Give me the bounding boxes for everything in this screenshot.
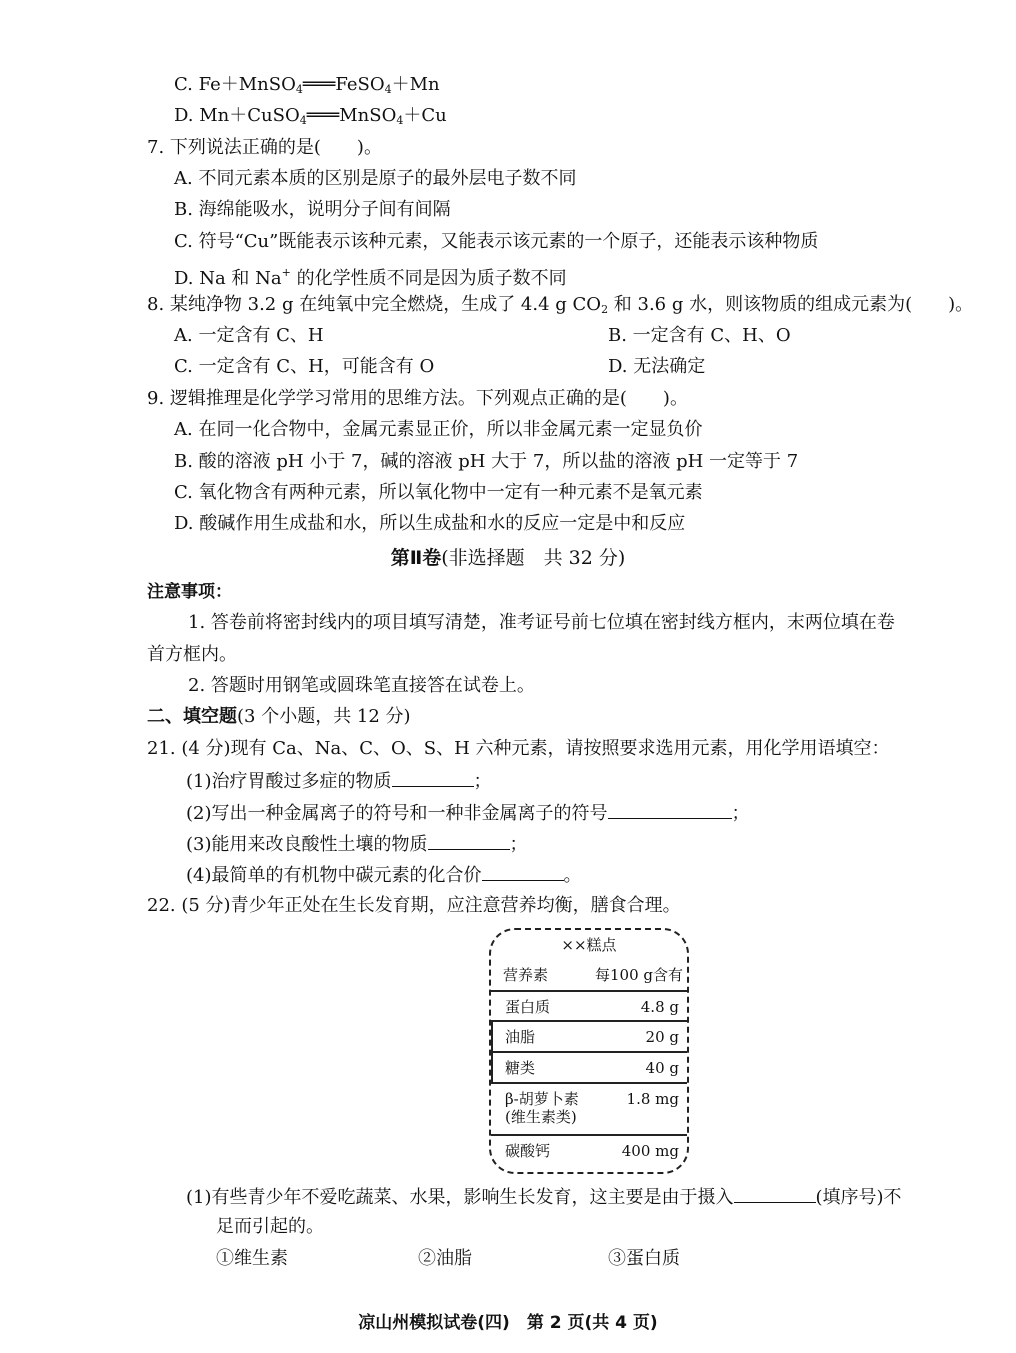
q7-option-d: D. Na 和 Na+ 的化学性质不同是因为质子数不同 — [174, 266, 567, 289]
q21-stem: 21. (4 分)现有 Ca、Na、C、O、S、H 六种元素，请按照要求选用元素，用化学用语填空： — [147, 738, 890, 759]
q7-option-c: C. 符号“Cu”既能表示该种元素，又能表示该元素的一个原子，还能表示该种物质 — [174, 231, 819, 252]
nutrition-row: 糖类 40 g — [491, 1051, 687, 1084]
q9-option-a: A. 在同一化合物中，金属元素显正价，所以非金属元素一定显负价 — [174, 419, 703, 440]
q9-option-b: B. 酸的溶液 pH 小于 7，碱的溶液 pH 大于 7，所以盐的溶液 pH 一定等于 7 — [174, 451, 799, 472]
q22-stem: 22. (5 分)青少年正处在生长发育期，应注意营养均衡，膳食合理。 — [147, 895, 681, 916]
q7-option-a: A. 不同元素本质的区别是原子的最外层电子数不同 — [174, 168, 577, 189]
notice-1-cont: 首方框内。 — [147, 644, 237, 665]
q21-part-4: (4)最简单的有机物中碳元素的化合价 。 — [186, 862, 582, 888]
q22-part-1: (1)有些青少年不爱吃蔬菜、水果，影响生长发育，这主要是由于摄入 (填序号)不 — [186, 1184, 902, 1210]
answer-blank[interactable] — [392, 768, 474, 787]
answer-blank[interactable] — [608, 800, 732, 819]
q7-option-b: B. 海绵能吸水，说明分子间有间隔 — [174, 199, 451, 220]
nutrition-row: β-胡萝卜素 (维生素类) 1.8 mg — [491, 1082, 687, 1136]
q21-part-2: (2)写出一种金属离子的符号和一种非金属离子的符号 ； — [186, 800, 750, 826]
q9-option-c: C. 氧化物含有两种元素，所以氧化物中一定有一种元素不是氧元素 — [174, 482, 703, 503]
notice-title: 注意事项： — [147, 582, 232, 602]
q8-stem: 8. 某纯净物 3.2 g 在纯氧中完全燃烧，生成了 4.4 g $CO_2$ 和 3.6 g 水，则该物质的组成元素为( )。 — [147, 294, 974, 316]
page-footer: 凉山州模拟试卷(四) 第 2 页(共 4 页) — [358, 1313, 658, 1333]
q9-option-d: D. 酸碱作用生成盐和水，所以生成盐和水的反应一定是中和反应 — [174, 513, 686, 534]
notice-1: 1. 答卷前将密封线内的项目填写清楚，准考证号前七位填在密封线方框内，末两位填在卷 — [188, 612, 895, 633]
q21-part-1: (1)治疗胃酸过多症的物质 ； — [186, 768, 492, 794]
nutrition-label — [489, 928, 689, 1174]
answer-blank[interactable] — [428, 831, 510, 850]
q6-option-d: D. Mn＋CuSO$_4$═══MnSO$_4$＋Cu — [174, 105, 447, 127]
q22-option-1: ①维生素 — [216, 1248, 288, 1269]
nutrition-label-header: 营养素 每100 g含有 — [503, 966, 683, 984]
nutrition-row: 蛋白质 4.8 g — [491, 990, 687, 1022]
notice-2: 2. 答题时用钢笔或圆珠笔直接答在试卷上。 — [188, 675, 535, 696]
nutrition-row: 碳酸钙 400 mg — [491, 1134, 687, 1172]
q21-part-3: (3)能用来改良酸性土壤的物质 ； — [186, 831, 528, 857]
answer-blank[interactable] — [482, 862, 564, 881]
q22-option-2: ②油脂 — [418, 1248, 472, 1269]
q8-option-c: C. 一定含有 C、H，可能含有 O — [174, 356, 435, 377]
q8-option-b: B. 一定含有 C、H、O — [608, 325, 791, 346]
fill-blank-section-title: 二、填空题(3 个小题，共 12 分) — [147, 706, 411, 727]
q8-option-d: D. 无法确定 — [608, 356, 706, 377]
answer-blank[interactable] — [734, 1184, 816, 1203]
q22-option-3: ③蛋白质 — [608, 1248, 680, 1269]
section-2-title: 第Ⅱ卷(非选择题 共 32 分) — [390, 547, 626, 569]
q8-option-a: A. 一定含有 C、H — [174, 325, 324, 346]
q22-part-1-cont: 足而引起的。 — [216, 1216, 324, 1237]
q7-stem: 7. 下列说法正确的是( )。 — [147, 137, 382, 158]
q9-stem: 9. 逻辑推理是化学学习常用的思维方法。下列观点正确的是( )。 — [147, 388, 688, 409]
nutrition-label-title: ××糕点 — [561, 936, 617, 954]
nutrition-row: 油脂 20 g — [491, 1020, 687, 1053]
q6-option-c: C. Fe＋MnSO$_4$═══FeSO$_4$＋Mn — [174, 74, 440, 96]
